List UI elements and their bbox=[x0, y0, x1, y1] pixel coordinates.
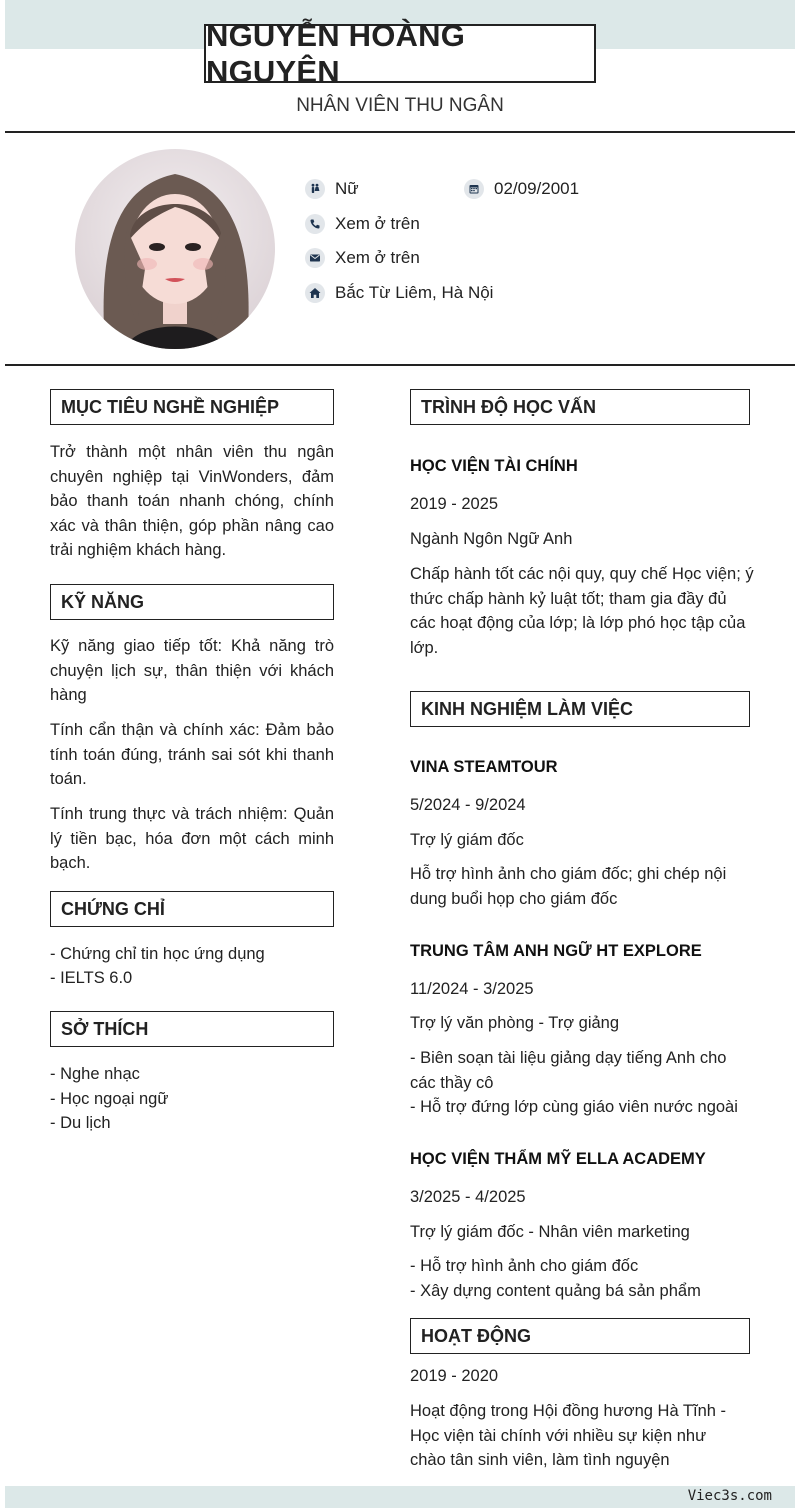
activities-description: Hoạt động trong Hội đồng hương Hà Tĩnh - Học viện tài chính với nhiều sự kiện như chào tân sinh viên, làm tình nguyện bbox=[410, 1402, 727, 1469]
activities-heading-box bbox=[410, 1318, 750, 1354]
phone-icon bbox=[305, 214, 325, 234]
gender-row bbox=[305, 179, 359, 199]
gender-icon bbox=[305, 179, 325, 199]
profile-divider bbox=[5, 364, 795, 366]
job-period: 11/2024 - 3/2025 bbox=[410, 980, 534, 998]
skills-heading: KỸ NĂNG bbox=[61, 591, 145, 612]
certificates-heading: CHỨNG CHỈ bbox=[61, 898, 165, 919]
job-detail: - Hỗ trợ hình ảnh cho giám đốc bbox=[410, 1257, 639, 1275]
hobby-item: - Du lịch bbox=[50, 1114, 111, 1132]
footer-band bbox=[5, 1486, 795, 1508]
job-detail: - Hỗ trợ đứng lớp cùng giáo viên nước ngoài bbox=[410, 1098, 738, 1116]
activities-period: 2019 - 2020 bbox=[410, 1367, 499, 1385]
education-description: Chấp hành tốt các nội quy, quy chế Học viện; ý thức chấp hành kỷ luật tốt; tham gia đầy đủ các hoạt động của lớp; là lớp phó học tập của lớp. bbox=[410, 565, 754, 657]
calendar-icon bbox=[464, 179, 484, 199]
watermark: Viec3s.com bbox=[687, 1488, 772, 1504]
job-period: 5/2024 - 9/2024 bbox=[410, 796, 526, 814]
hobby-item: - Học ngoại ngữ bbox=[50, 1090, 169, 1108]
job-company: HỌC VIỆN THẨM MỸ ELLA ACADEMY bbox=[410, 1150, 706, 1168]
phone-value: Xem ở trên bbox=[335, 214, 420, 233]
job-role: Trợ lý văn phòng - Trợ giảng bbox=[410, 1014, 620, 1032]
experience-heading-box bbox=[410, 691, 750, 727]
phone-row bbox=[305, 214, 420, 234]
hobbies-heading-box bbox=[50, 1011, 334, 1047]
certificate-item: - Chứng chỉ tin học ứng dụng bbox=[50, 945, 265, 963]
job-company: VINA STEAMTOUR bbox=[410, 758, 558, 776]
skill-item: Kỹ năng giao tiếp tốt: Khả năng trò chuyện lịch sự, thân thiện với khách hàng bbox=[50, 637, 334, 704]
job-role: Trợ lý giám đốc - Nhân viên marketing bbox=[410, 1223, 690, 1241]
birthday-row bbox=[464, 179, 579, 199]
job-title: NHÂN VIÊN THU NGÂN bbox=[296, 95, 504, 116]
hobby-item: - Nghe nhạc bbox=[50, 1065, 140, 1083]
job-detail: Hỗ trợ hình ảnh cho giám đốc; ghi chép nội dung buổi họp cho giám đốc bbox=[410, 865, 727, 908]
school-name: HỌC VIỆN TÀI CHÍNH bbox=[410, 457, 578, 475]
skills-heading-box bbox=[50, 584, 334, 620]
home-icon bbox=[305, 283, 325, 303]
email-icon bbox=[305, 248, 325, 268]
skill-item: Tính cẩn thận và chính xác: Đảm bảo tính toán đúng, tránh sai sót khi thanh toán. bbox=[50, 721, 334, 788]
address-value: Bắc Từ Liêm, Hà Nội bbox=[335, 283, 494, 302]
job-detail: - Xây dựng content quảng bá sản phẩm bbox=[410, 1282, 701, 1300]
education-heading: TRÌNH ĐỘ HỌC VẤN bbox=[421, 396, 596, 417]
email-row bbox=[305, 248, 420, 268]
job-detail: - Biên soạn tài liệu giảng dạy tiếng Anh cho các thầy cô bbox=[410, 1049, 727, 1092]
skill-item: Tính trung thực và trách nhiệm: Quản lý tiền bạc, hóa đơn một cách minh bạch. bbox=[50, 805, 334, 872]
education-major: Ngành Ngôn Ngữ Anh bbox=[410, 530, 573, 548]
job-role: Trợ lý giám đốc bbox=[410, 831, 524, 849]
name-box bbox=[204, 17, 596, 89]
email-value: Xem ở trên bbox=[335, 248, 420, 267]
objective-heading: MỤC TIÊU NGHỀ NGHIỆP bbox=[61, 396, 280, 417]
hobbies-heading: SỞ THÍCH bbox=[61, 1018, 149, 1039]
profile-photo bbox=[75, 149, 275, 349]
candidate-name: NGUYỄN HOÀNG NGUYÊN bbox=[206, 17, 466, 89]
activities-heading: HOẠT ĐỘNG bbox=[421, 1325, 531, 1346]
education-period: 2019 - 2025 bbox=[410, 495, 499, 513]
birthday-value: 02/09/2001 bbox=[494, 179, 580, 198]
objective-heading-box bbox=[50, 389, 334, 425]
gender-value: Nữ bbox=[335, 179, 359, 198]
address-row bbox=[305, 283, 493, 303]
objective-text: Trở thành một nhân viên thu ngân chuyên nghiệp tại VinWonders, đảm bảo thanh toán nhanh chóng, chính xác và thân thiện, góp phần nâng cao trải nghiệm khách hàng. bbox=[50, 443, 334, 559]
job-company: TRUNG TÂM ANH NGỮ HT EXPLORE bbox=[410, 942, 702, 960]
header-divider bbox=[5, 131, 795, 133]
job-period: 3/2025 - 4/2025 bbox=[410, 1188, 526, 1206]
certificates-heading-box bbox=[50, 891, 334, 927]
education-heading-box bbox=[410, 389, 750, 425]
certificate-item: - IELTS 6.0 bbox=[50, 969, 133, 987]
experience-heading: KINH NGHIỆM LÀM VIỆC bbox=[421, 698, 634, 719]
